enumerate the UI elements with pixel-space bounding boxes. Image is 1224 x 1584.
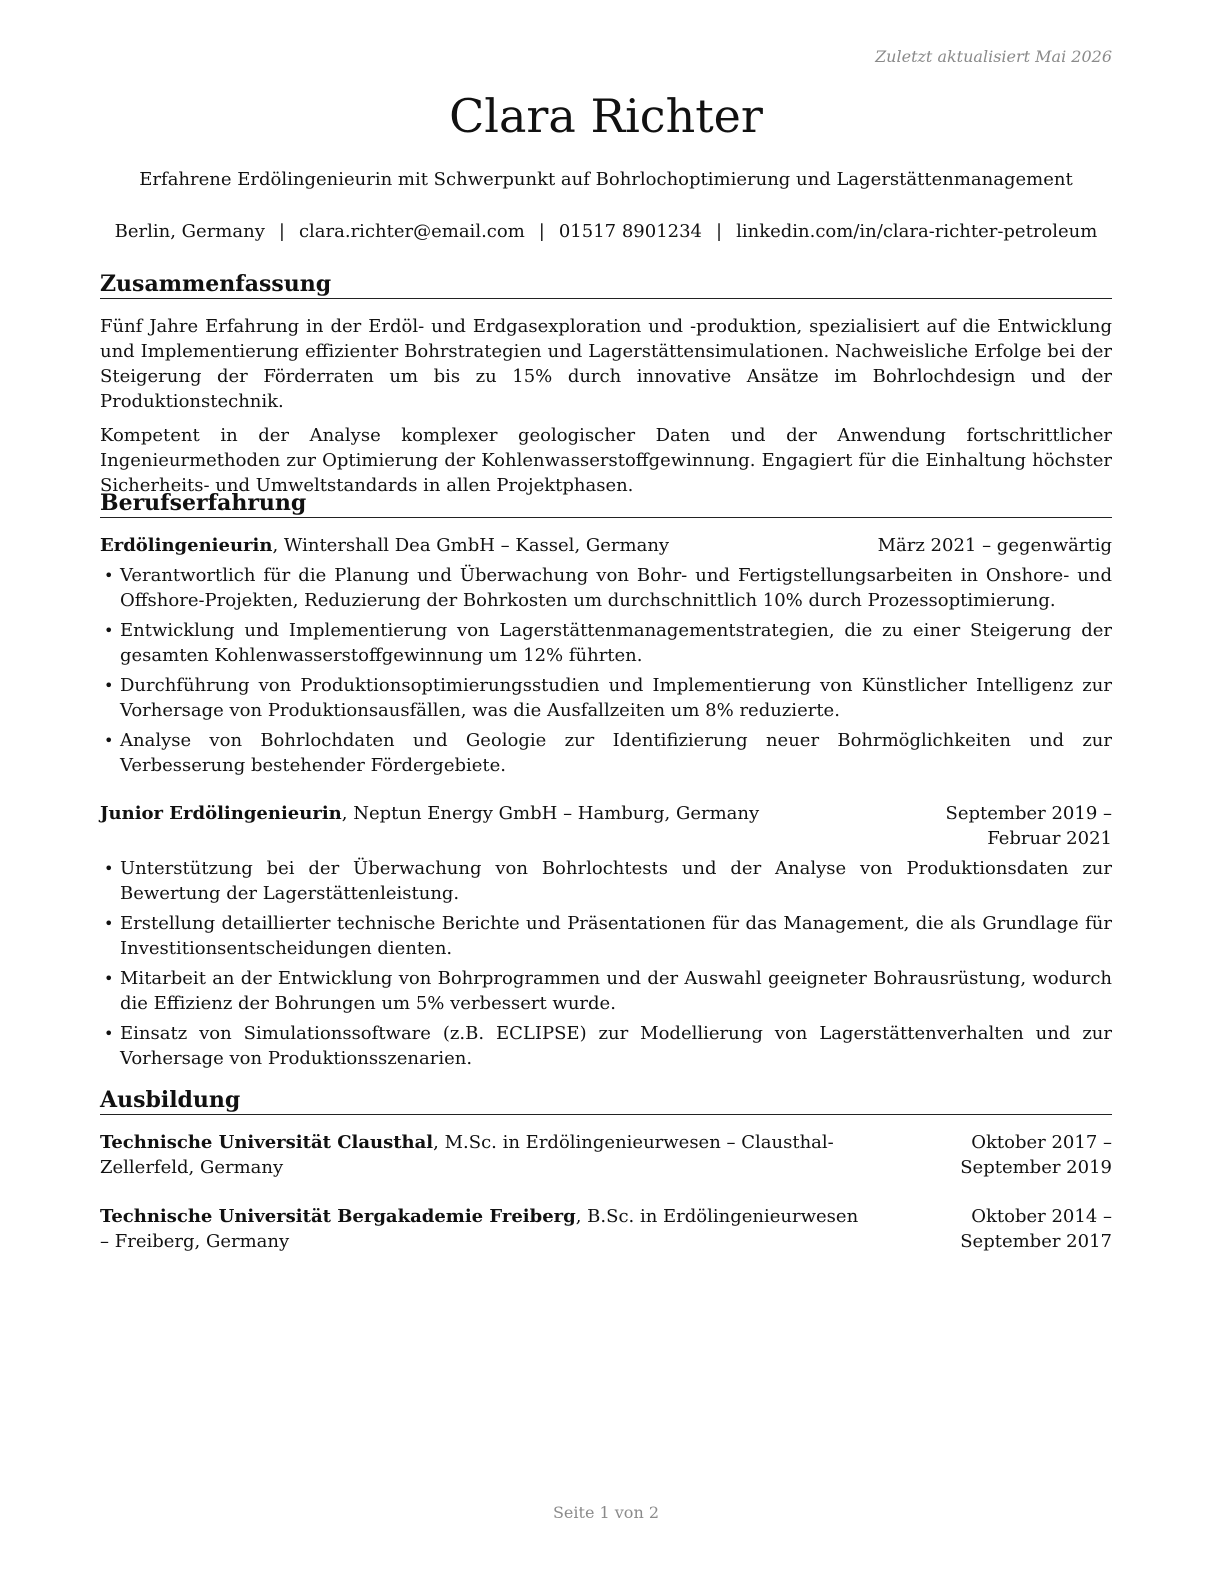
list-item: • Entwicklung und Implementierung von Lagerstättenmanagementstrategien, die zu einer Steigerung der gesamten Kohlenwasserstoffgewinnung um 12% führten.	[104, 620, 1112, 666]
contact-linkedin[interactable]: linkedin.com/in/clara-richter-petroleum	[736, 221, 1098, 242]
candidate-name: Clara Richter	[449, 89, 763, 143]
section-title-summary: Zusammenfassung	[100, 270, 1112, 299]
bullet-icon: •	[104, 566, 114, 585]
contact-email[interactable]: clara.richter@email.com	[298, 221, 525, 242]
job-company: , Neptun Energy GmbH – Hamburg, Germany	[341, 803, 760, 824]
job-bullets	[100, 563, 1112, 783]
summary-paragraph: Kompetent in der Analyse komplexer geologischer Daten und der Anwendung fortschrittlicher Ingenieurmethoden zur Optimierung der Kohlenwasserstoffgewinnung. Engagiert für die Einhaltung höchster Sicherheits- und Umweltstandards in allen Projektphasen.	[100, 425, 1112, 496]
education-school-line	[100, 1204, 870, 1254]
job-title-line	[100, 801, 759, 826]
contact-phone: 01517 8901234	[558, 221, 703, 242]
page-number: Seite 1 von 2	[552, 1503, 660, 1522]
bullet-icon: •	[104, 859, 114, 878]
education-dates: Oktober 2014 – September 2017	[960, 1206, 1112, 1252]
job-dates: März 2021 – gegenwärtig	[877, 535, 1112, 556]
education-school: Technische Universität Clausthal	[100, 1132, 434, 1153]
education-degree: , B.Sc. in Erdölingenieurwesen – Freiberg, Germany	[100, 1206, 859, 1252]
list-item: • Analyse von Bohrlochdaten und Geologie zur Identifizierung neuer Bohrmöglichkeiten und zur Verbesserung bestehender Fördergebiete.	[104, 730, 1112, 776]
summary-paragraph: Fünf Jahre Erfahrung in der Erdöl- und Erdgasexploration und -produktion, spezialisiert auf die Entwicklung und Implementierung effizienter Bohrstrategien und Lagerstättensimulationen. Nachweisliche Erfolge bei der Steigerung der Förderraten um bis zu 15% durch innovative Ansätze im Bohrlochdesign und der Produktionstechnik.	[100, 316, 1112, 412]
bullet-icon: •	[104, 621, 114, 640]
list-item: • Erstellung detaillierter technische Berichte und Präsentationen für das Management, die als Grundlage für Investitionsentscheidungen dienten.	[104, 913, 1112, 959]
job-company: , Wintershall Dea GmbH – Kassel, Germany	[272, 535, 670, 556]
bullet-icon: •	[104, 1024, 114, 1043]
job-dates: September 2019 – Februar 2021	[945, 803, 1112, 849]
job-bullets	[100, 856, 1112, 1076]
bullet-icon: •	[104, 969, 114, 988]
summary-text	[100, 314, 1112, 507]
resume-page	[100, 0, 1112, 1584]
list-item: • Einsatz von Simulationssoftware (z.B. ECLIPSE) zur Modellierung von Lagerstättenverhalten und zur Vorhersage von Produktionsszenarien.	[104, 1023, 1112, 1069]
contact-line	[100, 219, 1112, 244]
education-school: Technische Universität Bergakademie Freiberg	[100, 1206, 576, 1227]
list-item: • Mitarbeit an der Entwicklung von Bohrprogrammen und der Auswahl geeigneter Bohrausrüstung, wodurch die Effizienz der Bohrungen um 5% verbessert wurde.	[104, 968, 1112, 1014]
list-item: • Verantwortlich für die Planung und Überwachung von Bohr- und Fertigstellungsarbeiten in Onshore- und Offshore-Projekten, Reduzierung der Bohrkosten um durchschnittlich 10% durch Prozessoptimierung.	[104, 565, 1112, 611]
job-title-line	[100, 533, 669, 558]
education-degree: , M.Sc. in Erdölingenieurwesen – Clausthal-Zellerfeld, Germany	[100, 1132, 834, 1178]
bullet-icon: •	[104, 914, 114, 933]
section-title-education: Ausbildung	[100, 1086, 1112, 1115]
tagline: Erfahrene Erdölingenieurin mit Schwerpunkt auf Bohrlochoptimierung und Lagerstättenmanagement	[139, 169, 1073, 190]
contact-separator: |	[278, 221, 285, 242]
education-entry	[100, 1204, 1112, 1254]
bullet-icon: •	[104, 731, 114, 750]
section-title-experience: Berufserfahrung	[100, 489, 1112, 518]
bullet-icon: •	[104, 676, 114, 695]
education-school-line	[100, 1130, 870, 1180]
contact-location: Berlin, Germany	[114, 221, 265, 242]
education-dates: Oktober 2017 – September 2019	[960, 1132, 1112, 1178]
contact-separator: |	[538, 221, 545, 242]
job-role: Junior Erdölingenieurin	[100, 803, 342, 824]
list-item: • Unterstützung bei der Überwachung von Bohrlochtests und der Analyse von Produktionsdaten zur Bewertung der Lagerstättenleistung.	[104, 858, 1112, 904]
job-role: Erdölingenieurin	[100, 535, 273, 556]
last-updated: Zuletzt aktualisiert Mai 2026	[875, 47, 1112, 66]
contact-separator: |	[716, 221, 723, 242]
list-item: • Durchführung von Produktionsoptimierungsstudien und Implementierung von Künstlicher Intelligenz zur Vorhersage von Produktionsausfällen, was die Ausfallzeiten um 8% reduzierte.	[104, 675, 1112, 721]
education-entry	[100, 1130, 1112, 1180]
